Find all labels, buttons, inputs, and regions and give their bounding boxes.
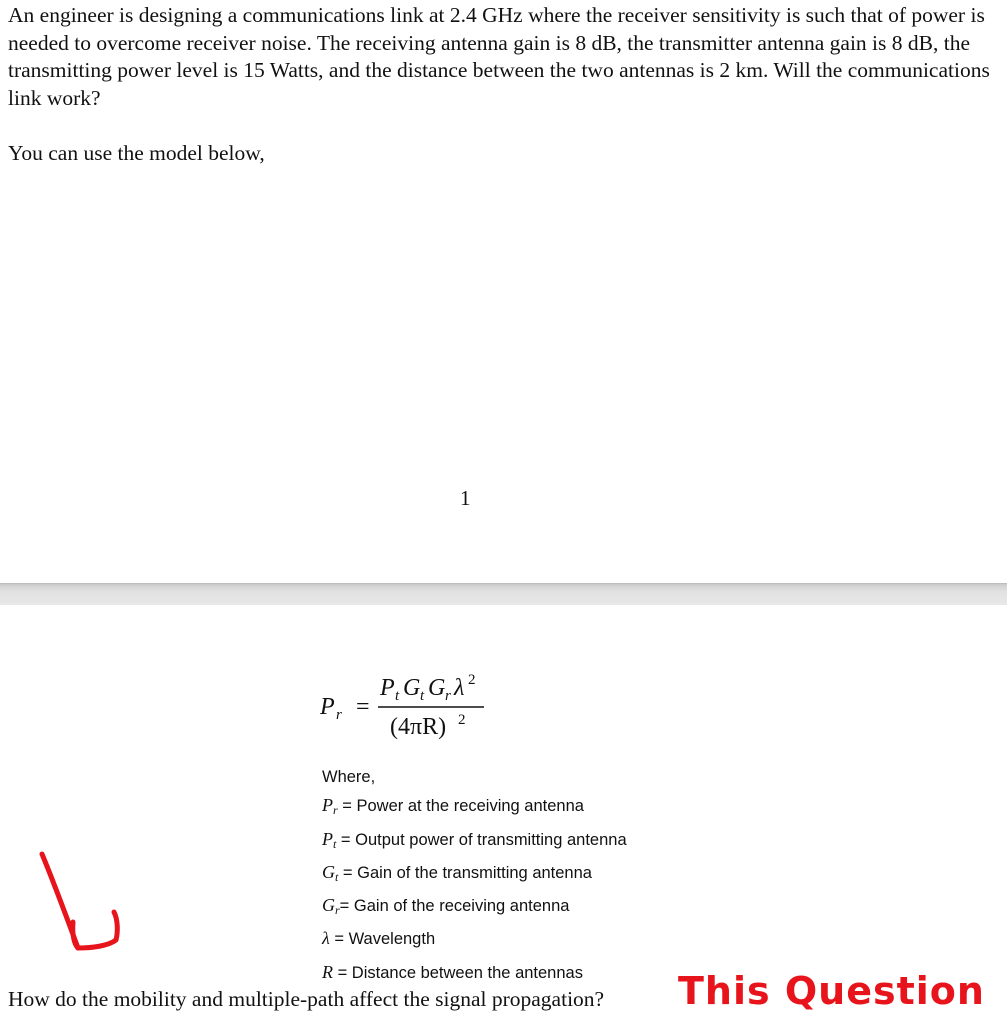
definition-item: $P_r$ = Power at the receiving antenna — [322, 795, 584, 818]
page-separator — [0, 583, 1007, 605]
handwritten-arrow-icon — [30, 848, 130, 968]
formula-num-exp: 2 — [468, 672, 476, 688]
formula-num-g2-sub: r — [445, 688, 451, 704]
definition-item: $G_r=$ Gain of the receiving antenna — [322, 895, 570, 918]
formula-denominator: (4πR) — [390, 714, 447, 740]
definition-symbol: $P_r$ — [322, 795, 338, 818]
definition-item: R = Distance between the antennas — [322, 961, 583, 982]
definition-symbol: R — [322, 961, 333, 982]
formula-lhs-sub: r — [336, 707, 342, 723]
formula-num-p: P — [380, 675, 395, 701]
model-intro: You can use the model below, — [8, 141, 265, 165]
definition-symbol: $G_r$ — [322, 895, 340, 918]
definition-symbol: $G_t$ — [322, 861, 339, 884]
definition-item: λ = Wavelength — [322, 928, 436, 949]
variable-definitions — [322, 763, 627, 991]
definition-item: $P_t$ = Output power of transmitting antenna — [322, 828, 627, 851]
formula-num-g2: G — [428, 675, 446, 701]
formula-num-g1-sub: t — [420, 688, 425, 704]
definition-symbol: λ — [322, 928, 330, 949]
handwritten-annotation — [676, 958, 986, 1018]
question-paragraph: An engineer is designing a communications link at 2.4 GHz where the receiver sensitivity is such that of power is needed to overcome receiver noise. The receiving antenna gain is 8 dB, the transmitter antenna gain is 8 dB, the transmitting power level is 15 Watts, and the distance between the two antennas is 2 km. Will the communications link work? — [8, 3, 990, 110]
formula-equals: = — [356, 694, 370, 720]
formula-num-p-sub: t — [395, 688, 400, 704]
where-heading: Where, — [322, 768, 376, 786]
formula-num-lambda: λ — [454, 675, 465, 701]
page-number: 1 — [460, 486, 471, 510]
friis-formula — [300, 662, 530, 752]
followup-question: How do the mobility and multiple-path affect the signal propagation? — [8, 987, 605, 1011]
formula-lhs: P — [320, 694, 335, 720]
formula-den-exp: 2 — [458, 712, 466, 728]
formula-num-g1: G — [403, 675, 421, 701]
definition-item: $G_t$ = Gain of the transmitting antenna — [322, 861, 592, 884]
definition-symbol: $P_t$ — [322, 828, 337, 851]
annotation-text: This Question — [678, 969, 985, 1013]
